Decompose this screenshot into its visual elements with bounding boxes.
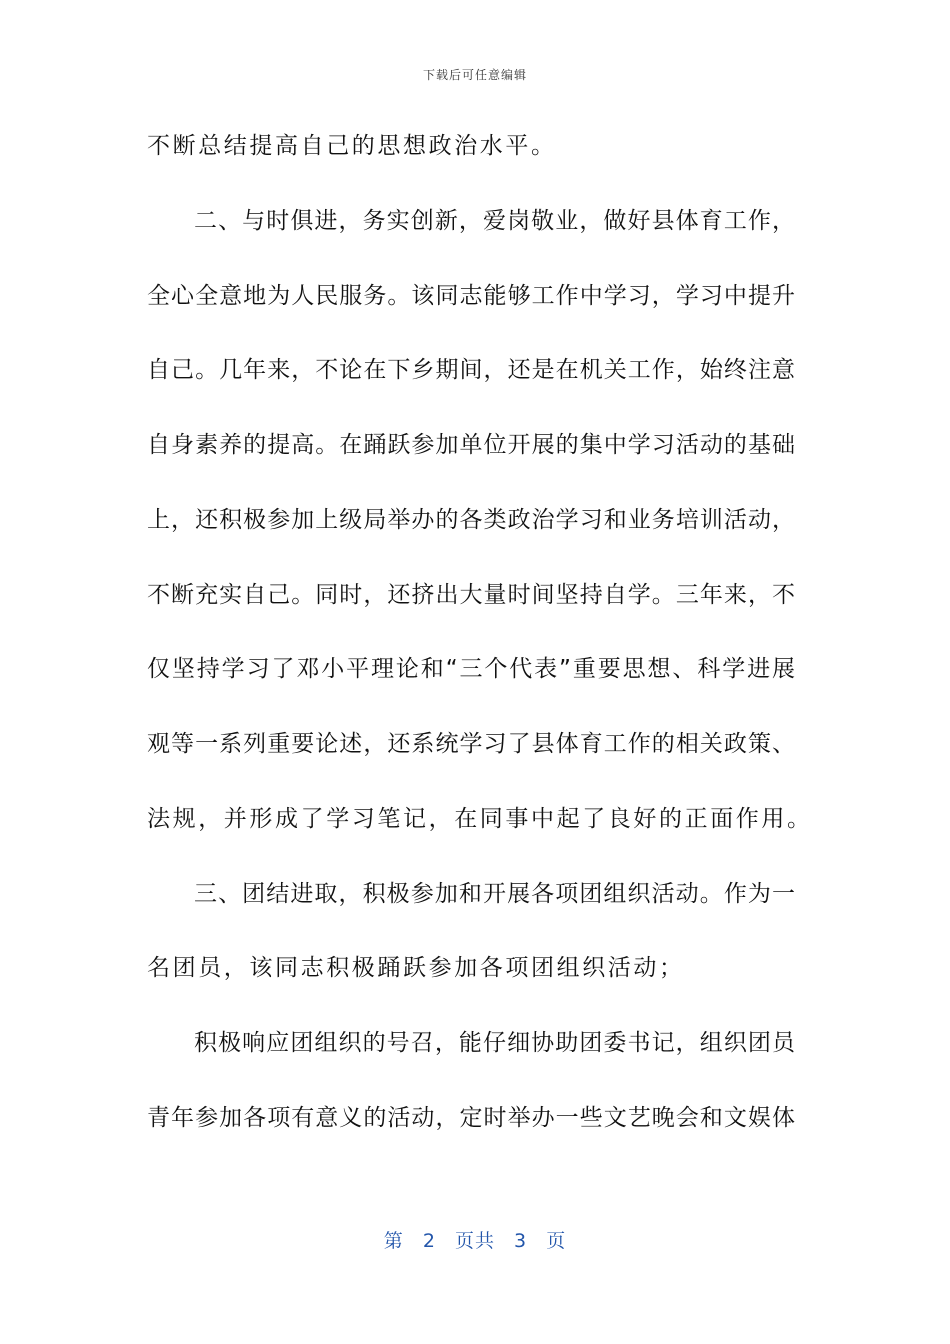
text-line: 不断总结提高自己的思想政治水平。 bbox=[147, 133, 557, 159]
footer-prefix: 第 bbox=[383, 1230, 404, 1252]
text-line: 上，还积极参加上级局举办的各类政治学习和业务培训活动， bbox=[147, 507, 795, 533]
text-line: 自身素养的提高。在踊跃参加单位开展的集中学习活动的基础 bbox=[147, 432, 795, 458]
footer-middle: 页共 bbox=[454, 1230, 495, 1252]
footer-total-pages: 3 bbox=[514, 1230, 528, 1252]
footer-suffix: 页 bbox=[546, 1230, 567, 1252]
text-line: 三、团结进取，积极参加和开展各项团组织活动。作为一 bbox=[194, 881, 795, 907]
text-line: 自己。几年来，不论在下乡期间，还是在机关工作，始终注意 bbox=[147, 357, 795, 383]
text-line: 名团员，该同志积极踊跃参加各项团组织活动； bbox=[147, 955, 685, 981]
footer-page-number: 2 bbox=[422, 1230, 436, 1252]
page-footer bbox=[0, 1226, 950, 1253]
text-line: 仅坚持学习了邓小平理论和“三个代表”重要思想、科学进展 bbox=[147, 656, 795, 682]
text-line: 全心全意地为人民服务。该同志能够工作中学习，学习中提升 bbox=[147, 283, 795, 309]
text-line: 二、与时俱进，务实创新，爱岗敬业，做好县体育工作， bbox=[194, 208, 795, 234]
text-line: 积极响应团组织的号召，能仔细协助团委书记，组织团员 bbox=[194, 1030, 795, 1056]
text-line: 法规，并形成了学习笔记，在同事中起了良好的正面作用。 bbox=[147, 806, 813, 832]
text-line: 青年参加各项有意义的活动，定时举办一些文艺晚会和文娱体 bbox=[147, 1105, 795, 1131]
text-line: 不断充实自己。同时，还挤出大量时间坚持自学。三年来，不 bbox=[147, 582, 795, 608]
page-header: 下载后可任意编辑 bbox=[422, 68, 527, 82]
text-line: 观等一系列重要论述，还系统学习了县体育工作的相关政策、 bbox=[147, 731, 795, 757]
